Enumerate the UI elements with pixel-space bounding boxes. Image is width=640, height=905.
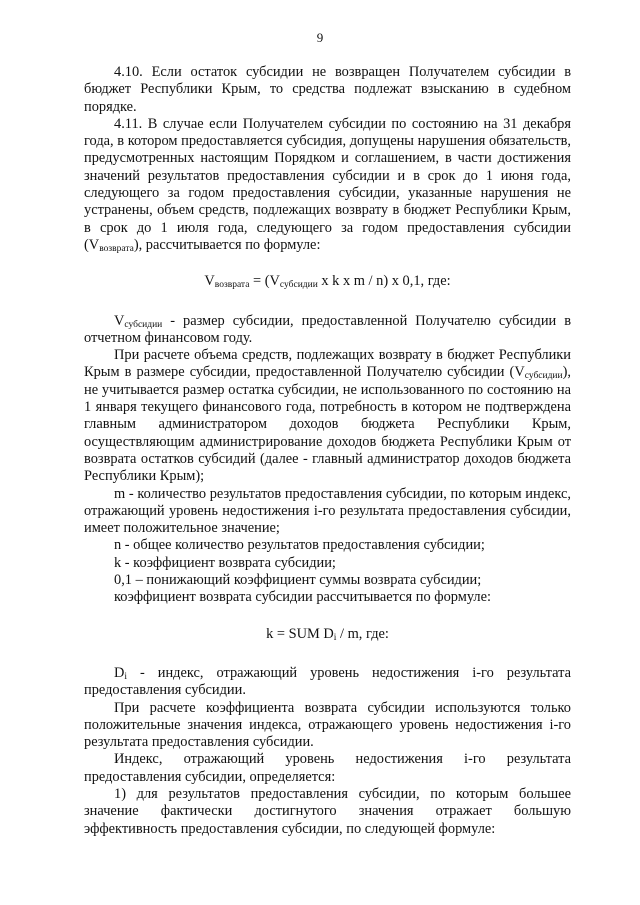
formula-k-start: k = SUM D <box>266 625 334 642</box>
symbol-v: V <box>114 312 125 329</box>
paragraph-4-11-end: ), рассчитывается по формуле: <box>133 236 321 253</box>
subscript-subsidii: субсидии <box>124 319 163 330</box>
paragraph-4-10: 4.10. Если остаток субсидии не возвращен Получателем субсидии в бюджет Республики Крым, то средства подлежат взысканию в судебном порядке. <box>84 64 571 115</box>
subscript-i: i <box>124 671 128 682</box>
definition-n: n - общее количество результатов предоставления субсидии; <box>114 537 485 554</box>
formula-v: V <box>204 273 215 290</box>
definition-v-subsidii: - размер субсидии, предоставленной Получателю субсидии в отчетном финансовом году. <box>84 312 571 346</box>
paragraph-calculation <box>84 347 571 485</box>
formula-k <box>84 626 571 643</box>
paragraph-k-formula-intro: коэффициент возврата субсидии рассчитывается по формуле: <box>114 589 491 606</box>
formula-mid: = (V <box>249 273 280 290</box>
paragraph-positive-values: При расчете коэффициента возврата субсидии используются только положительные значения индекса, отражающего уровень недостижения i-го результата предоставления субсидии. <box>84 699 571 751</box>
definition-di <box>84 665 571 700</box>
paragraph-calculation-end: ), не учитывается размер остатка субсидии, не использованного по состоянию на 1 января текущего финансового года, потребность в котором не подтверждена главным администратором доходов бюджета Республики Крым, осуществляющим администрирование доходов бюджета Республики Крым от возврата остатков субсидий (далее - главный администратор доходов бюджета Республики Крым); <box>84 364 571 485</box>
formula-sub-subsidii: субсидии <box>279 280 318 291</box>
formula-v-vozvrata <box>84 273 571 290</box>
formula-k-sub-i: i <box>333 632 337 643</box>
page-number: 9 <box>316 30 324 45</box>
formula-end: x k x m / n) x 0,1, где: <box>317 273 451 290</box>
definition-m: m - количество результатов предоставления субсидии, по которым индекс, отражающий уровень недостижения i-го результата предоставления субсидии, имеет положительное значение; <box>84 485 571 537</box>
formula-k-end: / m, где: <box>336 625 389 642</box>
definition-k: k - коэффициент возврата субсидии; <box>114 554 336 571</box>
paragraph-index-defined: Индекс, отражающий уровень недостижения i-го результата предоставления субсидии, определяется: <box>84 751 571 785</box>
paragraph-item-1: 1) для результатов предоставления субсидии, по которым большее значение фактически достигнутого значения отражает большую эффективность предоставления субсидии, по следующей формуле: <box>84 785 571 837</box>
document-body <box>84 64 571 838</box>
paragraph-4-11-text: 4.11. В случае если Получателем субсидии по состоянию на 31 декабря года, в котором предоставляется субсидия, допущены нарушения обязательств, предусмотренных настоящим Порядком и соглашением, в части достижения значений результатов предоставления субсидии и в срок до 1 июня года, следующего за годом предоставления субсидии, указанные нарушения не устранены, объем средств, подлежащих возврату в бюджет Республики Крым, в срок до 1 июля года, следующего за годом предоставления субсидии (V <box>84 115 571 253</box>
subscript-subsidii-2: субсидии <box>524 371 563 382</box>
definition-coefficient: 0,1 – понижающий коэффициент суммы возврата субсидии; <box>114 572 482 589</box>
paragraph-calculation-text: При расчете объема средств, подлежащих возврату в бюджет Республики Крым в размере субсидии, предоставленной Получателю субсидии (V <box>84 347 571 381</box>
subscript-vozvrata: возврата <box>99 243 134 254</box>
definition-di-text: - индекс, отражающий уровень недостижения i-го результата предоставления субсидии. <box>84 664 571 699</box>
formula-sub-vozvrata: возврата <box>214 280 250 291</box>
symbol-d: D <box>114 664 125 681</box>
paragraph-4-11 <box>84 116 571 254</box>
paragraph-v-subsidii <box>84 313 571 348</box>
